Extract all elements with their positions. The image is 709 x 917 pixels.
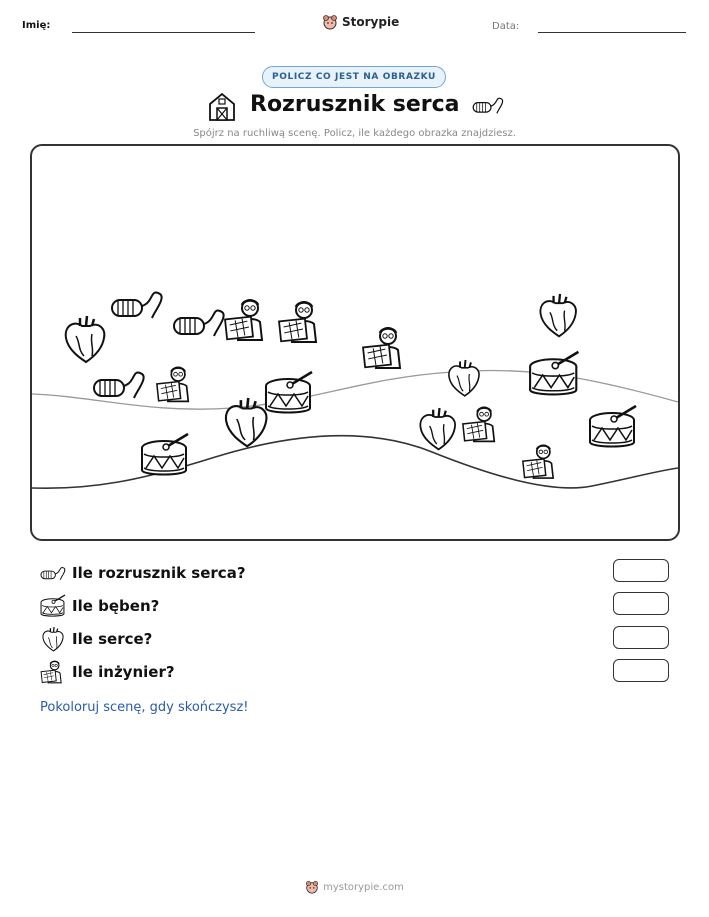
- engineer-3: [363, 328, 400, 368]
- question-text: Ile serce?: [72, 630, 153, 648]
- question-text: Ile inżynier?: [72, 663, 175, 681]
- coloring-note: Pokoloruj scenę, gdy skończysz!: [40, 700, 249, 715]
- pacemaker-2: [174, 311, 224, 336]
- question-heart: [40, 626, 152, 652]
- footer-url[interactable]: mystorypie.com: [323, 881, 404, 893]
- back-hill-line: [32, 370, 678, 409]
- question-pacemaker: [40, 560, 246, 586]
- question-text: Ile bęben?: [72, 597, 160, 615]
- heart-3: [420, 408, 455, 449]
- date-label: Data:: [492, 21, 520, 32]
- storypie-footer-icon: [305, 880, 319, 894]
- pacemaker-title-icon: [472, 94, 504, 116]
- engineer-icon: [40, 659, 66, 685]
- answer-box-drum[interactable]: [613, 592, 669, 615]
- heart-5: [540, 294, 575, 336]
- front-hill-line: [32, 436, 678, 489]
- date-line[interactable]: [538, 32, 686, 33]
- storypie-logo-icon: [322, 14, 338, 30]
- answer-box-engineer[interactable]: [613, 659, 669, 682]
- instructions: Spójrz na ruchliwą scenę. Policz, ile każdego obrazka znajdziesz.: [193, 128, 516, 139]
- question-text: Ile rozrusznik serca?: [72, 564, 246, 582]
- brand-name: Storypie: [342, 15, 400, 29]
- page-title: Rozrusznik serca: [250, 92, 460, 117]
- scene-illustration: [32, 146, 678, 539]
- answer-box-pacemaker[interactable]: [613, 559, 669, 582]
- heart-4: [449, 360, 479, 396]
- engineer-6: [523, 445, 553, 478]
- question-engineer: [40, 659, 175, 685]
- engineer-4: [157, 367, 188, 401]
- name-label: Imię:: [22, 20, 51, 31]
- activity-badge: POLICZ CO JEST NA OBRAZKU: [262, 66, 446, 88]
- engineer-5: [463, 407, 494, 441]
- name-line[interactable]: [72, 32, 255, 33]
- drum-2: [266, 372, 312, 413]
- counting-scene: [30, 144, 680, 541]
- brand-logo: [322, 14, 399, 30]
- pacemaker-3: [94, 373, 144, 398]
- drum-1: [142, 434, 188, 475]
- heart-1: [66, 316, 105, 362]
- engineer-1: [225, 300, 262, 340]
- farm-icon: [208, 92, 236, 122]
- pacemaker-icon: [40, 560, 66, 586]
- drum-3: [530, 352, 578, 395]
- heart-icon: [40, 626, 66, 652]
- drum-4: [590, 406, 636, 447]
- question-drum: [40, 593, 159, 619]
- pacemaker-1: [112, 293, 162, 318]
- drum-icon: [40, 593, 66, 619]
- answer-box-heart[interactable]: [613, 626, 669, 649]
- engineer-2: [279, 302, 316, 342]
- footer-brand: [0, 880, 709, 894]
